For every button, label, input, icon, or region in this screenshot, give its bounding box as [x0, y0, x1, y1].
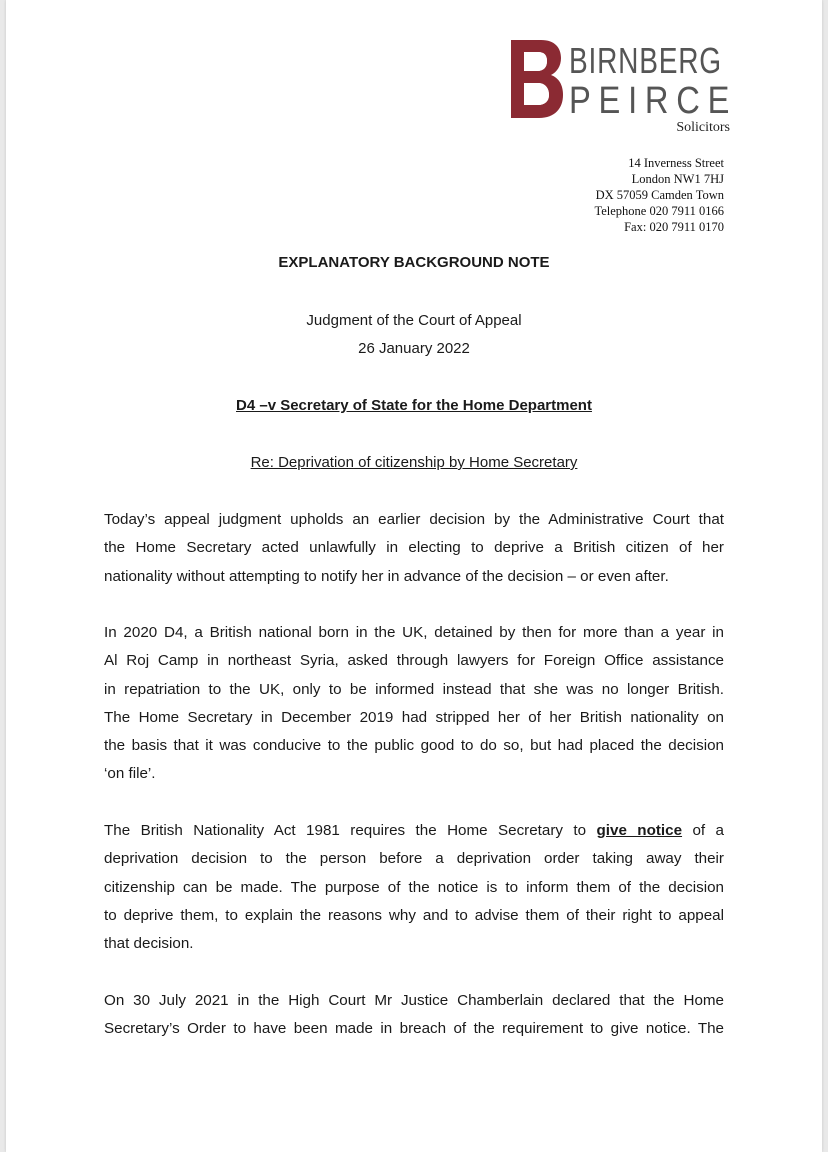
paragraph-2: [104, 619, 724, 789]
address-line: DX 57059 Camden Town: [595, 188, 724, 202]
judgment-court: Judgment of the Court of Appeal: [306, 312, 522, 329]
address-line: London NW1 7HJ: [631, 172, 724, 186]
document-page: [6, 0, 822, 1152]
paragraph-line: to deprive them, to explain the reasons why and to advise them of their right to appeal: [104, 906, 724, 924]
paragraph-line: Secretary’s Order to have been made in breach of the requirement to give notice. The: [104, 1020, 724, 1038]
paragraph-line: nationality without attempting to notify her in advance of the decision – or even after.: [104, 567, 669, 585]
paragraph-line: The Home Secretary in December 2019 had stripped her of her British nationality on: [104, 708, 724, 726]
address-line: 14 Inverness Street: [628, 156, 724, 170]
re-line: Re: Deprivation of citizenship by Home Secretary: [250, 454, 578, 471]
address-line: Telephone 020 7911 0166: [594, 204, 724, 218]
paragraph-line: In 2020 D4, a British national born in the UK, detained by then for more than a year in: [104, 624, 724, 641]
paragraph-line: deprivation decision to the person before a deprivation order taking away their: [104, 850, 724, 868]
paragraph-line: On 30 July 2021 in the High Court Mr Justice Chamberlain declared that the Home: [104, 992, 724, 1009]
paragraph-line: the Home Secretary acted unlawfully in electing to deprive a British citizen of her: [104, 539, 724, 557]
paragraph-1: [104, 506, 724, 591]
case-name: D4 –v Secretary of State for the Home Department: [236, 397, 592, 414]
paragraph-3: [104, 817, 724, 958]
paragraph-4: [104, 987, 724, 1044]
paragraph-line: [104, 817, 724, 845]
paragraph-line: Today’s appeal judgment upholds an earlier decision by the Administrative Court that: [104, 511, 724, 528]
firm-logo: [511, 40, 736, 140]
paragraph-line: that decision.: [104, 935, 194, 953]
judgment-date: 26 January 2022: [358, 340, 470, 357]
paragraph-line: the basis that it was conducive to the public good to do so, but had placed the decision: [104, 737, 724, 755]
paragraph-line: ‘on file’.: [104, 765, 156, 783]
logo-b-mark: [511, 40, 563, 118]
paragraph-text: of a: [682, 822, 724, 839]
address-line: Fax: 020 7911 0170: [624, 220, 724, 234]
document-title: EXPLANATORY BACKGROUND NOTE: [278, 254, 550, 271]
logo-birnberg-text: BIRNBERG: [569, 40, 722, 81]
paragraph-line: Al Roj Camp in northeast Syria, asked through lawyers for Foreign Office assistance: [104, 652, 724, 670]
firm-address: [594, 155, 724, 235]
logo-solicitors-text: Solicitors: [676, 120, 730, 135]
give-notice-emphasis: give notice: [596, 822, 683, 839]
paragraph-line: citizenship can be made. The purpose of the notice is to inform them of the decision: [104, 878, 724, 896]
paragraph-line: in repatriation to the UK, only to be informed instead that she was no longer British.: [104, 680, 724, 698]
logo-peirce-text: PEIRCE: [569, 80, 738, 122]
paragraph-text: The British Nationality Act 1981 requires the Home Secretary to: [104, 822, 597, 839]
